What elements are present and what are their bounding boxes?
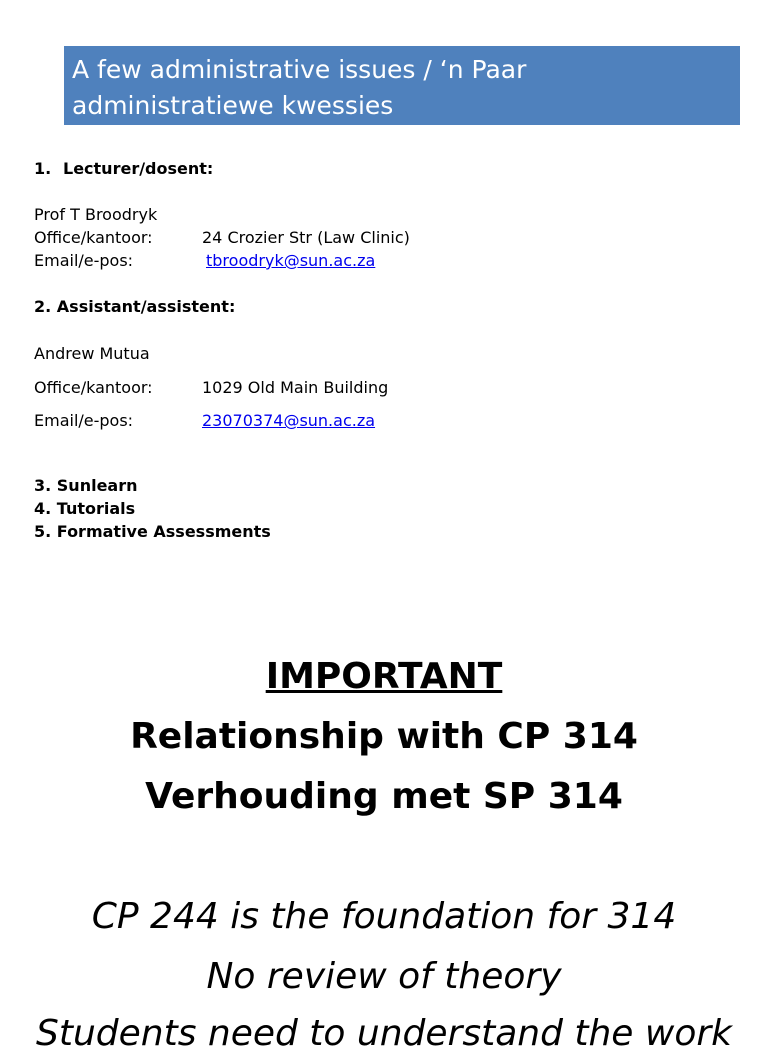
title-banner [64,46,740,125]
assistant-name: Andrew Mutua [34,344,150,363]
list-item-sunlearn: 3. Sunlearn [34,476,138,495]
important-heading: IMPORTANT [265,656,503,697]
note-students-understand: Students need to understand the work [35,1013,733,1054]
lecturer-office-label: Office/kantoor: [34,228,153,247]
verhouding-line: Verhouding met SP 314 [145,776,623,817]
relationship-line: Relationship with CP 314 [130,716,638,757]
note-foundation: CP 244 is the foundation for 314 [91,896,677,937]
section1-heading: Lecturer/dosent: [63,159,214,178]
assistant-email-label: Email/e-pos: [34,411,134,430]
section1-number: 1. [34,159,52,178]
list-item-tutorials: 4. Tutorials [34,499,136,518]
assistant-office-value: 1029 Old Main Building [202,378,389,397]
lecturer-name: Prof T Broodryk [34,205,158,224]
assistant-email-link[interactable]: 23070374@sun.ac.za [202,411,376,430]
lecturer-email-label: Email/e-pos: [34,251,134,270]
lecturer-email-link[interactable]: tbroodryk@sun.ac.za [206,251,376,270]
section2-heading: 2. Assistant/assistent: [34,297,236,316]
list-item-formative-assessments: 5. Formative Assessments [34,522,271,541]
assistant-office-label: Office/kantoor: [34,378,153,397]
lecturer-office-value: 24 Crozier Str (Law Clinic) [202,228,410,247]
note-no-review: No review of theory [206,956,562,997]
page-title: A few administrative issues / ‘n Paar administratiewe kwessies [72,55,527,120]
